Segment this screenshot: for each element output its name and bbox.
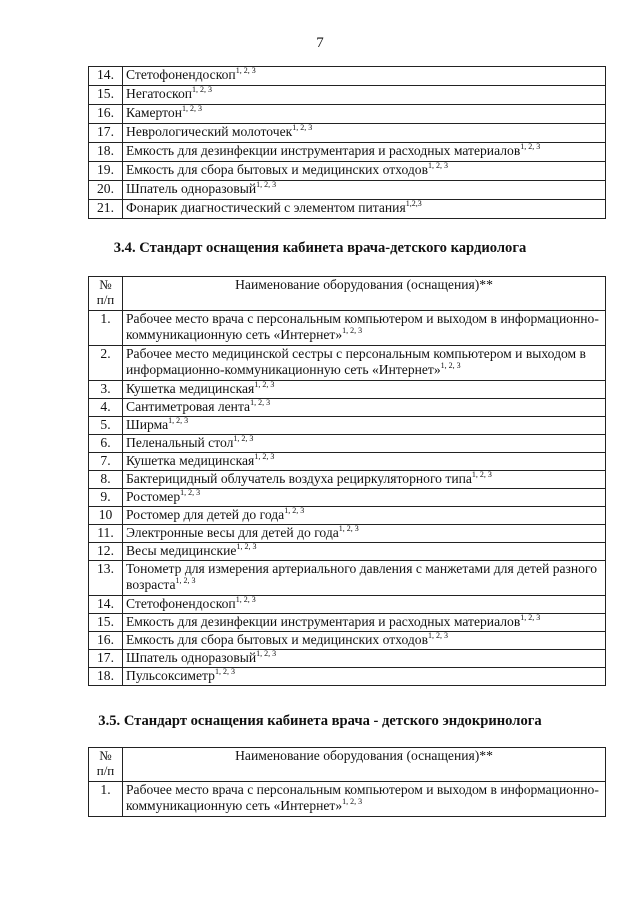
page-number: 7: [316, 35, 324, 51]
equipment-name: Ширма$^{1, 2, 3}$: [123, 417, 606, 435]
table-row: [89, 596, 606, 614]
row-number: 1.: [89, 311, 123, 346]
equipment-name: Неврологический молоточек$^{1, 2, 3}$: [123, 124, 606, 143]
footnote-ref: 1,2,3: [405, 199, 422, 208]
equipment-table-continued: [88, 66, 606, 219]
table-header-row: [89, 277, 606, 311]
row-number: 15.: [89, 86, 123, 105]
table-row: [89, 67, 606, 86]
table-row: [89, 471, 606, 489]
table-row: [89, 124, 606, 143]
equipment-name: Электронные весы для детей до года$^{1, 2, 3}$: [123, 525, 606, 543]
equipment-name: Тонометр для измерения артериального давления с манжетами для детей разного возраста$^{1, 2, 3}$: [123, 561, 606, 596]
table-row: [89, 507, 606, 525]
equipment-name: Емкость для дезинфекции инструментария и расходных материалов$^{1, 2, 3}$: [123, 614, 606, 632]
table-row: [89, 346, 606, 381]
table-row: [89, 614, 606, 632]
equipment-name: Стетофонендоскоп$^{1, 2, 3}$: [123, 596, 606, 614]
footnote-ref: 1, 2, 3: [236, 542, 257, 551]
row-number: 13.: [89, 561, 123, 596]
footnote-ref: 1, 2, 3: [192, 85, 213, 94]
footnote-ref: 1, 2, 3: [214, 667, 235, 676]
footnote-ref: 1, 2, 3: [342, 797, 363, 806]
table-row: [89, 782, 606, 817]
equipment-name: Емкость для сбора бытовых и медицинских отходов$^{1, 2, 3}$: [123, 162, 606, 181]
footnote-ref: 1, 2, 3: [292, 123, 313, 132]
footnote-ref: 1, 2, 3: [256, 649, 277, 658]
row-number: 2.: [89, 346, 123, 381]
equipment-name: Емкость для сбора бытовых и медицинских отходов$^{1, 2, 3}$: [123, 632, 606, 650]
table-row: [89, 650, 606, 668]
footnote-ref: 1, 2, 3: [175, 576, 196, 585]
footnote-ref: 1, 2, 3: [254, 380, 275, 389]
row-number: 1.: [89, 782, 123, 817]
footnote-ref: 1, 2, 3: [233, 434, 254, 443]
equipment-name: Ростомер$^{1, 2, 3}$: [123, 489, 606, 507]
equipment-name: Кушетка медицинская$^{1, 2, 3}$: [123, 381, 606, 399]
equipment-name: Шпатель одноразовый$^{1, 2, 3}$: [123, 650, 606, 668]
row-number: 5.: [89, 417, 123, 435]
equipment-name: Весы медицинские$^{1, 2, 3}$: [123, 543, 606, 561]
equipment-name: Шпатель одноразовый$^{1, 2, 3}$: [123, 181, 606, 200]
table-row: [89, 381, 606, 399]
equipment-name: Камертон$^{1, 2, 3}$: [123, 105, 606, 124]
table-row: [89, 525, 606, 543]
table-row: [89, 399, 606, 417]
footnote-ref: 1, 2, 3: [168, 416, 189, 425]
equipment-name: Сантиметровая лента$^{1, 2, 3}$: [123, 399, 606, 417]
row-number: 12.: [89, 543, 123, 561]
table-row: [89, 453, 606, 471]
column-header-number: № п/п: [89, 748, 123, 782]
footnote-ref: 1, 2, 3: [428, 161, 449, 170]
row-number: 20.: [89, 181, 123, 200]
footnote-ref: 1, 2, 3: [256, 180, 277, 189]
row-number: 8.: [89, 471, 123, 489]
table-row: [89, 543, 606, 561]
row-number: 14.: [89, 596, 123, 614]
column-header-name: Наименование оборудования (оснащения)**: [123, 748, 606, 782]
equipment-name: Рабочее место медицинской сестры с персональным компьютером и выходом в информационно-коммуникационную сеть «Интернет»$^{1, 2, 3}$: [123, 346, 606, 381]
table-row: [89, 489, 606, 507]
equipment-name: Стетофонендоскоп$^{1, 2, 3}$: [123, 67, 606, 86]
equipment-name: Рабочее место врача с персональным компьютером и выходом в информационно-коммуникационную сеть «Интернет»$^{1, 2, 3}$: [123, 782, 606, 817]
table-row: [89, 200, 606, 219]
footnote-ref: 1, 2, 3: [338, 524, 359, 533]
row-number: 15.: [89, 614, 123, 632]
equipment-name: Пульсоксиметр$^{1, 2, 3}$: [123, 668, 606, 686]
table-row: [89, 311, 606, 346]
footnote-ref: 1, 2, 3: [235, 66, 256, 75]
footnote-ref: 1, 2, 3: [254, 452, 275, 461]
footnote-ref: 1, 2, 3: [180, 488, 201, 497]
table-row: [89, 181, 606, 200]
row-number: 19.: [89, 162, 123, 181]
equipment-name: Рабочее место врача с персональным компьютером и выходом в информационно-коммуникационную сеть «Интернет»$^{1, 2, 3}$: [123, 311, 606, 346]
table-row: [89, 435, 606, 453]
footnote-ref: 1, 2, 3: [428, 631, 449, 640]
row-number: 14.: [89, 67, 123, 86]
column-header-name: Наименование оборудования (оснащения)**: [123, 277, 606, 311]
footnote-ref: 1, 2, 3: [342, 326, 363, 335]
table-row: [89, 561, 606, 596]
row-number: 16.: [89, 632, 123, 650]
equipment-name: Бактерицидный облучатель воздуха рециркуляторного типа$^{1, 2, 3}$: [123, 471, 606, 489]
table-header-row: [89, 748, 606, 782]
row-number: 6.: [89, 435, 123, 453]
equipment-table-cardiologist: [88, 276, 606, 686]
footnote-ref: 1, 2, 3: [440, 361, 461, 370]
footnote-ref: 1, 2, 3: [520, 142, 541, 151]
equipment-name: Ростомер для детей до года$^{1, 2, 3}$: [123, 507, 606, 525]
table-row: [89, 668, 606, 686]
footnote-ref: 1, 2, 3: [182, 104, 203, 113]
section-title-endocrinologist: 3.5. Стандарт оснащения кабинета врача - детского эндокринолога: [98, 713, 542, 729]
table-row: [89, 143, 606, 162]
footnote-ref: 1, 2, 3: [284, 506, 305, 515]
equipment-name: Емкость для дезинфекции инструментария и расходных материалов$^{1, 2, 3}$: [123, 143, 606, 162]
footnote-ref: 1, 2, 3: [235, 595, 256, 604]
table-row: [89, 417, 606, 435]
row-number: 7.: [89, 453, 123, 471]
section-title-cardiologist: 3.4. Стандарт оснащения кабинета врача-детского кардиолога: [113, 240, 527, 256]
row-number: 17.: [89, 124, 123, 143]
equipment-name: Фонарик диагностический с элементом питания$^{1,2,3}$: [123, 200, 606, 219]
row-number: 11.: [89, 525, 123, 543]
row-number: 21.: [89, 200, 123, 219]
row-number: 18.: [89, 143, 123, 162]
row-number: 16.: [89, 105, 123, 124]
row-number: 17.: [89, 650, 123, 668]
footnote-ref: 1, 2, 3: [520, 613, 541, 622]
row-number: 10: [89, 507, 123, 525]
footnote-ref: 1, 2, 3: [250, 398, 271, 407]
row-number: 18.: [89, 668, 123, 686]
row-number: 9.: [89, 489, 123, 507]
table-row: [89, 162, 606, 181]
equipment-name: Пеленальный стол$^{1, 2, 3}$: [123, 435, 606, 453]
equipment-name: Негатоскоп$^{1, 2, 3}$: [123, 86, 606, 105]
table-row: [89, 105, 606, 124]
table-row: [89, 86, 606, 105]
footnote-ref: 1, 2, 3: [471, 470, 492, 479]
equipment-name: Кушетка медицинская$^{1, 2, 3}$: [123, 453, 606, 471]
row-number: 4.: [89, 399, 123, 417]
row-number: 3.: [89, 381, 123, 399]
table-row: [89, 632, 606, 650]
column-header-number: № п/п: [89, 277, 123, 311]
equipment-table-endocrinologist: [88, 747, 606, 817]
